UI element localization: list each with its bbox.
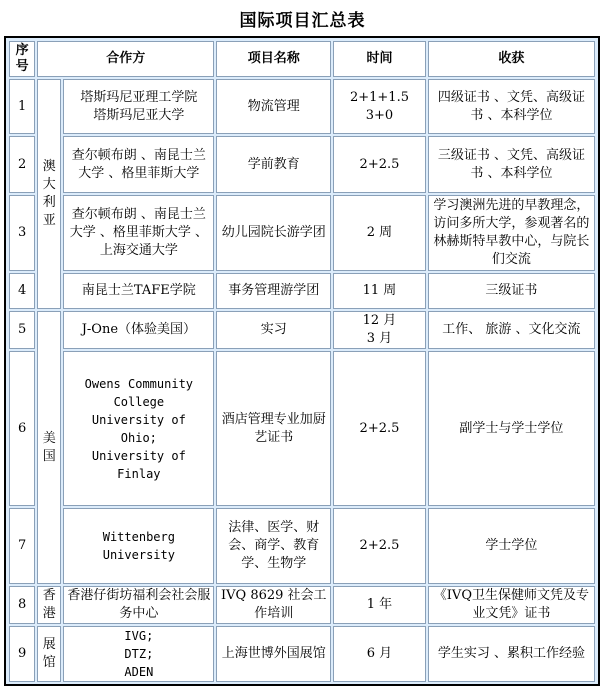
project-cell: 法律、医学、财会、商学、教育学、生物学 [216,508,331,584]
page-title: 国际项目汇总表 [239,11,366,31]
time-cell: 12 月 3 月 [333,311,426,349]
time-cell: 2+1+1.5 3+0 [333,79,426,134]
header-partner: 合作方 [37,41,214,77]
partner-cell: J-One（体验美国） [63,311,214,349]
partner-cell: IVG; DTZ; ADEN [63,626,214,682]
gain-cell: 工作、 旅游 、文化交流 [428,311,595,349]
region-expo: 展馆 [37,626,61,682]
table-row [9,273,595,309]
partner-cell: 查尔顿布朗 、南昆士兰大学 、格里菲斯大学 、上海交通大学 [63,195,214,271]
partner-cell: Wittenberg University [63,508,214,584]
gain-cell: 学习澳洲先进的早教理念，访问多所大学，参观著名的林赫斯特早教中心，与院长们交流 [428,195,595,271]
project-cell: 幼儿园院长游学团 [216,195,331,271]
table-row [9,626,595,682]
summary-table [7,39,597,684]
row-number: 5 [9,311,35,349]
partner-cell: 塔斯玛尼亚理工学院 塔斯玛尼亚大学 [63,79,214,134]
gain-cell: 三级证书 、文凭、高级证书 、本科学位 [428,136,595,193]
header-time: 时间 [333,41,426,77]
row-number: 3 [9,195,35,271]
row-number: 7 [9,508,35,584]
gain-cell: 学士学位 [428,508,595,584]
row-number: 6 [9,351,35,506]
time-cell: 6 月 [333,626,426,682]
gain-cell: 四级证书 、文凭、高级证书 、本科学位 [428,79,595,134]
header-row [9,41,595,77]
table-row [9,311,595,349]
gain-cell: 《IVQ卫生保健师文凭及专业文凭》证书 [428,586,595,624]
time-cell: 2+2.5 [333,136,426,193]
table-row [9,79,595,134]
table-row [9,351,595,506]
region-australia: 澳大利亚 [37,79,61,309]
partner-cell: 查尔顿布朗 、南昆士兰大学 、格里菲斯大学 [63,136,214,193]
row-number: 8 [9,586,35,624]
partner-cell: Owens Community College University of Ohio; University of Finlay [63,351,214,506]
time-cell: 11 周 [333,273,426,309]
header-gain: 收获 [428,41,595,77]
gain-cell: 副学士与学士学位 [428,351,595,506]
table-row [9,136,595,193]
gain-cell: 学生实习 、累积工作经验 [428,626,595,682]
project-cell: 实习 [216,311,331,349]
header-seq: 序号 [9,41,35,77]
gain-cell: 三级证书 [428,273,595,309]
project-cell: 事务管理游学团 [216,273,331,309]
header-project: 项目名称 [216,41,331,77]
region-hongkong: 香港 [37,586,61,624]
project-cell: 物流管理 [216,79,331,134]
project-cell: 酒店管理专业加厨艺证书 [216,351,331,506]
time-cell: 2+2.5 [333,351,426,506]
time-cell: 2+2.5 [333,508,426,584]
project-cell: IVQ 8629 社会工作培训 [216,586,331,624]
time-cell: 2 周 [333,195,426,271]
table-row [9,508,595,584]
table-row [9,195,595,271]
row-number: 9 [9,626,35,682]
region-usa: 美国 [37,311,61,584]
partner-cell: 南昆士兰TAFE学院 [63,273,214,309]
row-number: 1 [9,79,35,134]
project-cell: 学前教育 [216,136,331,193]
row-number: 2 [9,136,35,193]
partner-cell: 香港仔街坊福利会社会服务中心 [63,586,214,624]
row-number: 4 [9,273,35,309]
project-cell: 上海世博外国展馆 [216,626,331,682]
table-row [9,586,595,624]
time-cell: 1 年 [333,586,426,624]
